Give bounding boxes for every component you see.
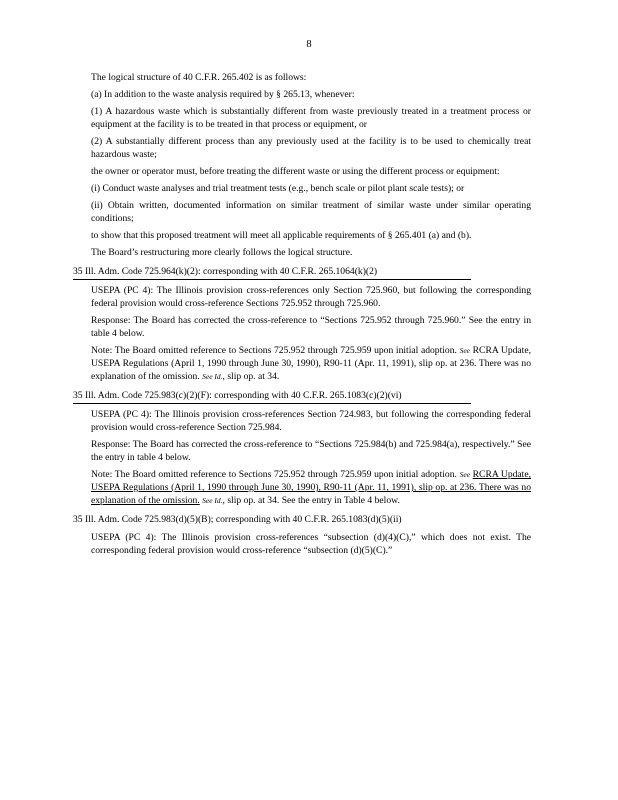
intro-paragraph: (a) In addition to the waste analysis required by § 265.13, whenever: [91,89,355,100]
citation-text: RCRA Update, USEPA Regulations (April 1, 1990 through June 30, 1990), R90-11 (Apr. 11, 1991), slip op. at 236. There was no explanation of the omission. [91,345,531,382]
see-signal: See [459,346,470,355]
document-body [73,71,531,561]
see-signal: See [459,470,470,479]
citation-tail: , slip op. at 34. [222,371,280,382]
intro-paragraph: The Board’s restructuring more clearly follows the logical structure. [91,247,353,258]
page-number: 8 [306,39,312,50]
citation-tail: , slip op. at 34. See the entry in Table 4 below. [222,495,400,506]
response-paragraph: Response: The Board has corrected the cross-reference to “Sections 725.952 through 725.960.” See the entry in table 4 below. [91,315,531,339]
intro-paragraph: (ii) Obtain written, documented information on similar treatment of similar waste under similar operating conditions; [91,200,531,224]
intro-paragraph: (1) A hazardous waste which is substantially different from waste previously treated in a treatment process or equipment at the facility is to be treated in that process or equipment, or [91,106,531,130]
section-heading: 35 Ill. Adm. Code 725.983(c)(2)(F): corresponding with 40 C.F.R. 265.1083(c)(2)(vi) [73,389,471,404]
note-paragraph [91,344,531,383]
comment-paragraph: USEPA (PC 4): The Illinois provision cross-references Section 724.983, but following the corresponding federal provision would cross-reference Section 725.984. [91,409,531,433]
note-text: Note: The Board omitted reference to Sections 725.952 through 725.959 upon initial adoption. [91,469,457,480]
intro-paragraph: to show that this proposed treatment will meet all applicable requirements of § 265.401 (a) and (b). [91,230,472,241]
intro-paragraph: (2) A substantially different process than any previously used at the facility is to be used to chemically treat hazardous waste; [91,136,531,160]
see-id-signal: See Id. [202,496,223,505]
intro-paragraph: (i) Conduct waste analyses and trial treatment tests (e.g., bench scale or pilot plant scale tests); or [91,183,465,194]
section-heading: 35 Ill. Adm. Code 725.964(k)(2): corresponding with 40 C.F.R. 265.1064(k)(2) [73,265,471,280]
intro-paragraph: The logical structure of 40 C.F.R. 265.402 is as follows: [91,72,307,83]
citation-text: RCRA Update, USEPA Regulations (April 1, 1990 through June 30, 1990), R90-11 (Apr. 11, 1991), slip op. at 236. There was no explanation of the omission. [91,469,531,506]
comment-paragraph: USEPA (PC 4): The Illinois provision cross-references “subsection (d)(4)(C),” which does not exist. The corresponding federal provision would cross-reference “subsection (d)(5)(C).” [91,532,531,556]
see-id-signal: See Id. [202,372,223,381]
comment-paragraph: USEPA (PC 4): The Illinois provision cross-references only Section 725.960, but following the corresponding federal provision would cross-reference Sections 725.952 through 725.960. [91,285,531,309]
section-heading: 35 Ill. Adm. Code 725.983(d)(5)(B); corresponding with 40 C.F.R. 265.1083(d)(5)(ii) [73,514,402,525]
response-paragraph: Response: The Board has corrected the cross-reference to “Sections 725.984(b) and 725.984(a), respectively.” See the entry in table 4 below. [91,439,531,463]
note-paragraph [91,468,531,507]
intro-paragraph: the owner or operator must, before treating the different waste or using the different process or equipment: [91,166,500,177]
note-text: Note: The Board omitted reference to Sections 725.952 through 725.959 upon initial adoption. [91,345,457,356]
